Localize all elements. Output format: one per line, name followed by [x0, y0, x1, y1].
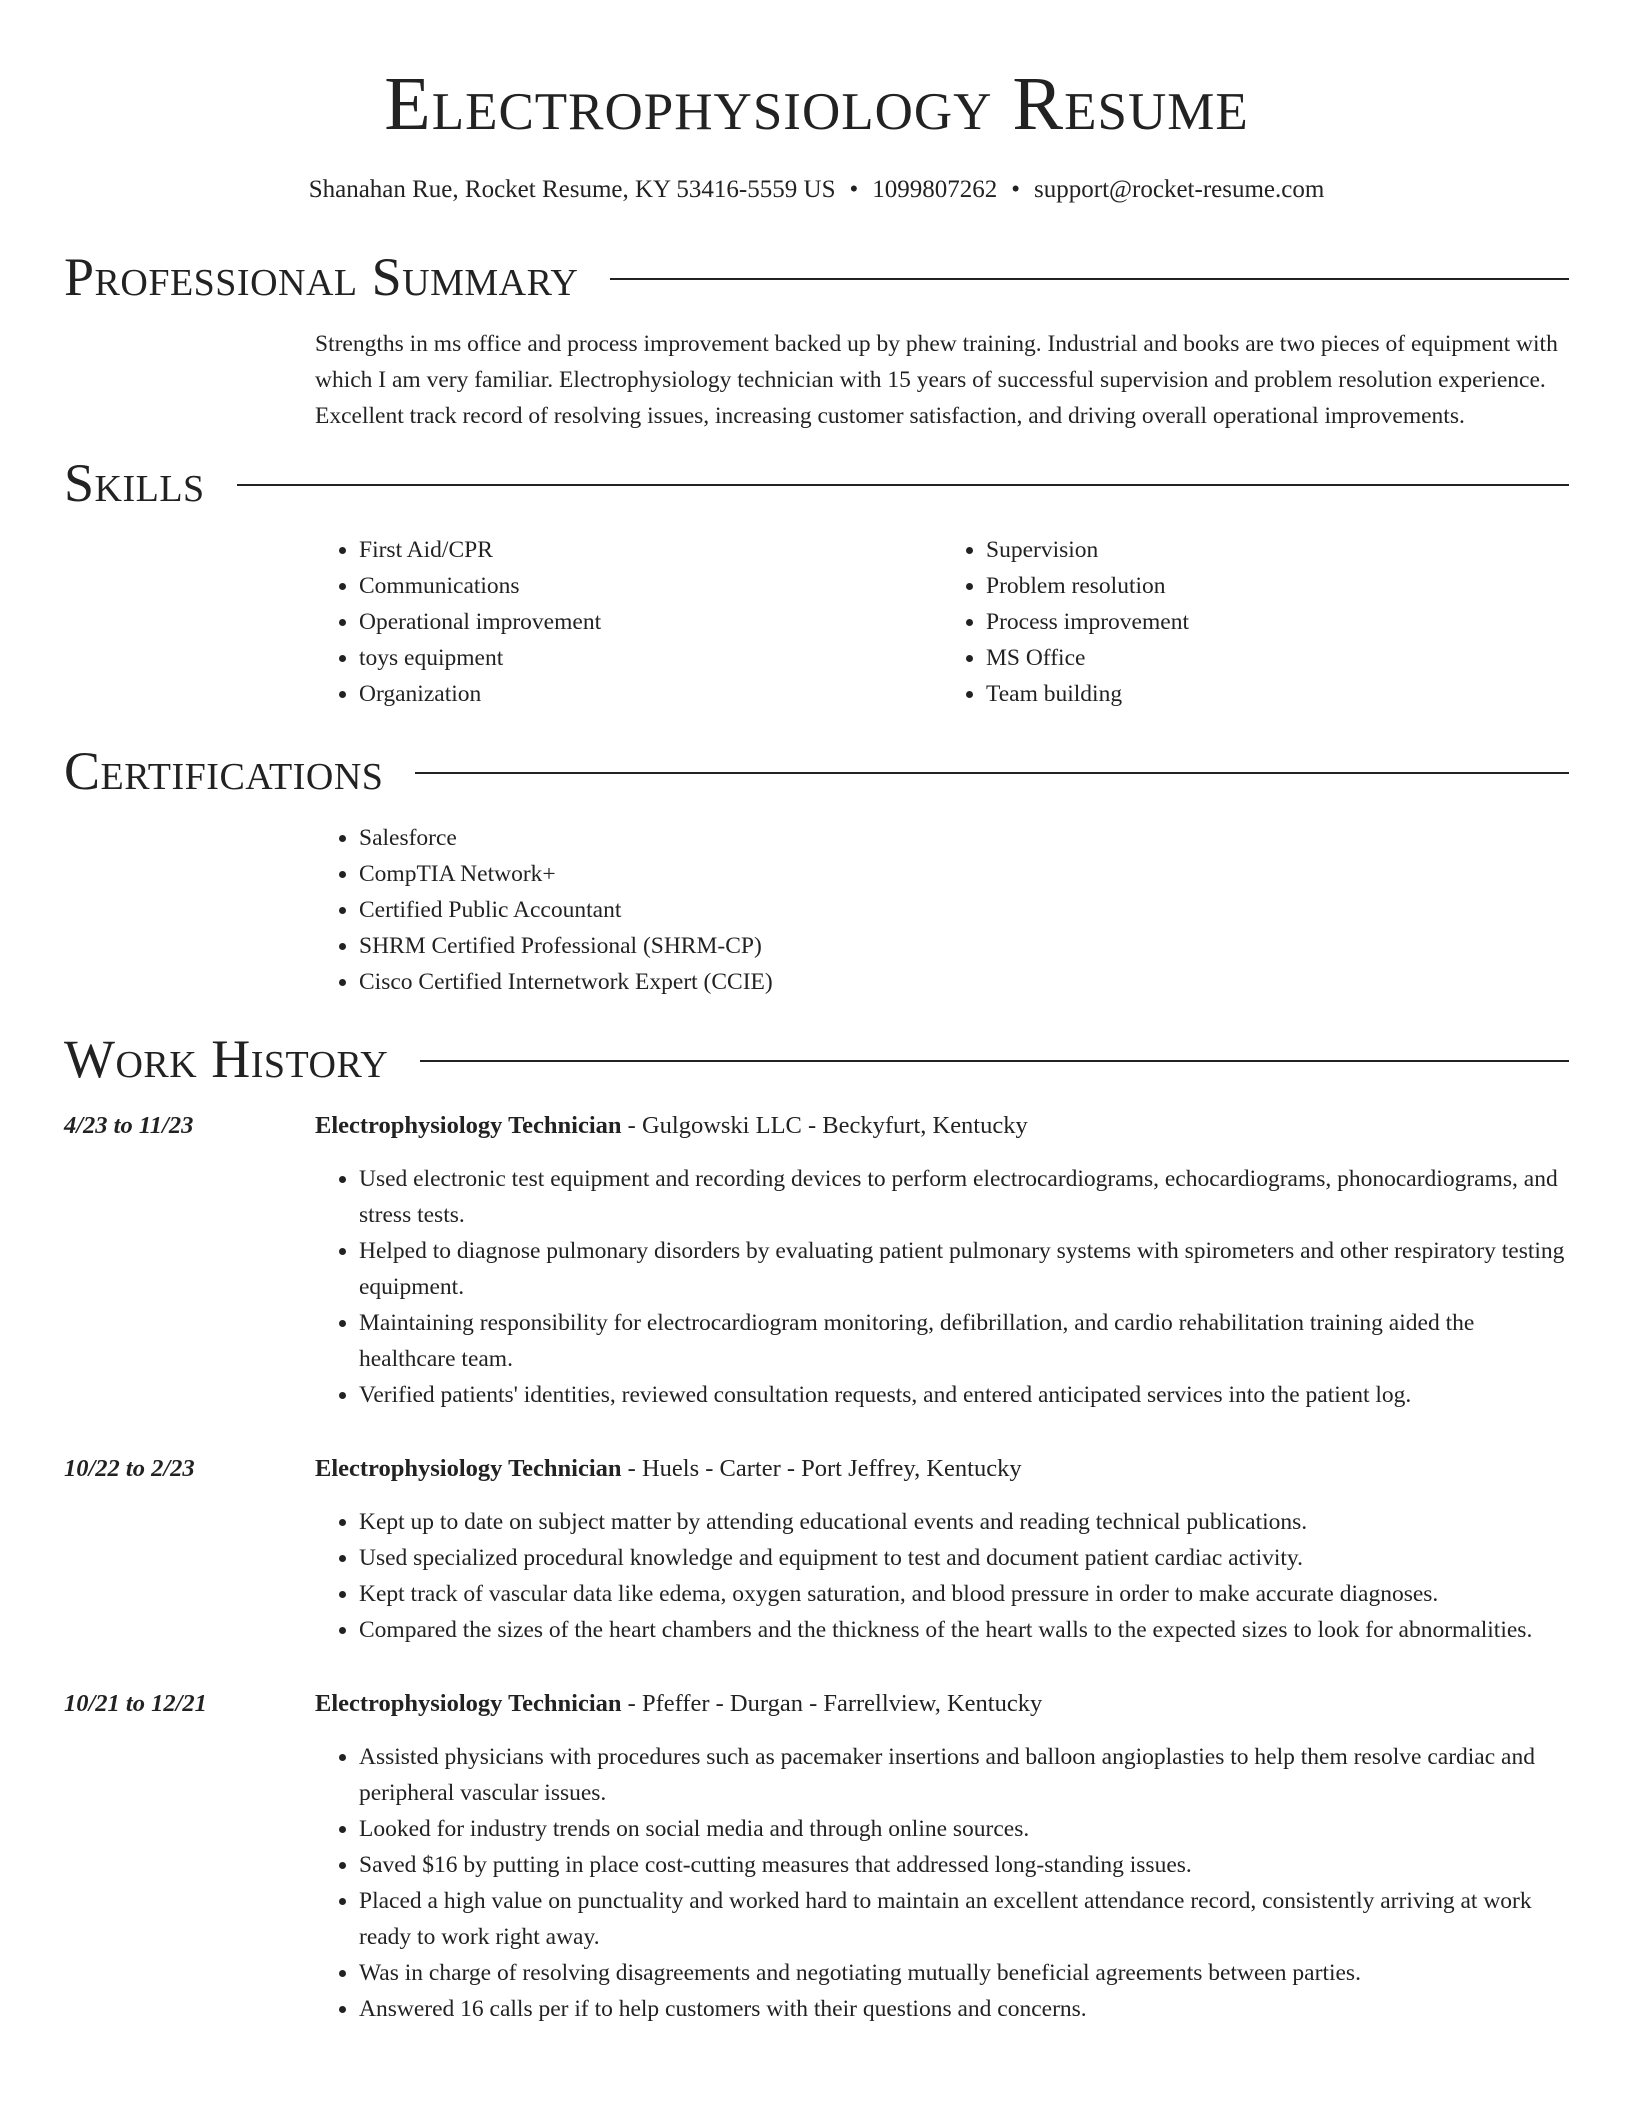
job-bullet-list: [315, 1739, 1569, 2027]
certification-item: • Cisco Certified Internetwork Expert (CCIE): [359, 964, 1569, 1000]
resume-page: [64, 58, 1569, 2027]
job-entry: [64, 1108, 1569, 1413]
job-bullets: [315, 1504, 1569, 1648]
job-dates: 10/21 to 12/21: [64, 1690, 207, 1717]
job-bullet: • Assisted physicians with procedures such as pacemaker insertions and balloon angioplasties to help them resolve cardiac and peripheral vascular issues.: [359, 1739, 1569, 1811]
job-bullet: • Looked for industry trends on social media and through online sources.: [359, 1811, 1569, 1847]
contact-separator: •: [849, 176, 859, 203]
job-header: [64, 1451, 1569, 1487]
section-header: [64, 742, 1569, 800]
section-heading-work-history: Work History: [64, 1029, 389, 1089]
job-bullet: • Was in charge of resolving disagreements and negotiating mutually beneficial agreements between parties.: [359, 1955, 1569, 1991]
skill-item: • Process improvement: [986, 604, 1569, 640]
job-title-line: [315, 1451, 1022, 1487]
job-employer: - Pfeffer - Durgan - Farrellview, Kentucky: [621, 1690, 1043, 1717]
contact-email[interactable]: support@rocket-resume.com: [1034, 176, 1325, 203]
job-bullet: • Kept up to date on subject matter by attending educational events and reading technical publications.: [359, 1504, 1569, 1540]
job-role: Electrophysiology Technician: [315, 1690, 622, 1717]
job-bullet: • Placed a high value on punctuality and worked hard to maintain an excellent attendance record, consistently arriving at work ready to work right away.: [359, 1883, 1569, 1955]
job-bullet: • Answered 16 calls per if to help customers with their questions and concerns.: [359, 1991, 1569, 2027]
job-bullet: • Kept track of vascular data like edema, oxygen saturation, and blood pressure in order to make accurate diagnoses.: [359, 1576, 1569, 1612]
skill-item: • MS Office: [986, 640, 1569, 676]
certification-item: • CompTIA Network+: [359, 856, 1569, 892]
section-heading-summary: Professional Summary: [64, 247, 579, 307]
job-title-line: [315, 1686, 1042, 1722]
skill-item: • Communications: [359, 568, 942, 604]
work-history-section: [64, 1030, 1569, 2027]
skills-list: [315, 532, 1569, 712]
section-header: [64, 454, 1569, 512]
skill-item: • Supervision: [986, 532, 1569, 568]
section-heading-certifications: Certifications: [64, 741, 384, 801]
contact-address: Shanahan Rue, Rocket Resume, KY 53416-5559 US: [308, 176, 836, 203]
contact-separator: •: [1011, 176, 1021, 203]
skill-item: • Organization: [359, 676, 942, 712]
skills-column-left: [315, 532, 942, 712]
skills-column-right: [942, 532, 1569, 712]
job-header: [64, 1686, 1569, 1722]
section-divider: [420, 1060, 1569, 1062]
job-bullets: [315, 1161, 1569, 1413]
job-title-line: [315, 1108, 1028, 1144]
section-heading-skills: Skills: [64, 453, 205, 513]
section-divider: [237, 484, 1569, 486]
job-bullet: • Compared the sizes of the heart chambers and the thickness of the heart walls to the expected sizes to look for abnormalities.: [359, 1612, 1569, 1648]
job-role: Electrophysiology Technician: [315, 1112, 622, 1139]
professional-summary-section: [64, 248, 1569, 434]
section-header: [64, 248, 1569, 306]
skill-item: • First Aid/CPR: [359, 532, 942, 568]
job-bullet: • Maintaining responsibility for electrocardiogram monitoring, defibrillation, and cardio rehabilitation training aided the healthcare team.: [359, 1305, 1569, 1377]
job-header: [64, 1108, 1569, 1144]
job-employer: - Huels - Carter - Port Jeffrey, Kentucky: [621, 1455, 1022, 1482]
certification-item: • Certified Public Accountant: [359, 892, 1569, 928]
certifications-list: [315, 820, 1569, 1000]
certification-item: • SHRM Certified Professional (SHRM-CP): [359, 928, 1569, 964]
job-bullet: • Used specialized procedural knowledge and equipment to test and document patient cardiac activity.: [359, 1540, 1569, 1576]
job-dates: 10/22 to 2/23: [64, 1455, 195, 1482]
certifications-bullets: [315, 820, 1569, 1000]
job-entry: [64, 1451, 1569, 1648]
section-header: [64, 1030, 1569, 1088]
job-bullets: [315, 1739, 1569, 2027]
section-divider: [610, 278, 1569, 280]
job-bullet: • Used electronic test equipment and recording devices to perform electrocardiograms, echocardiograms, phonocardiograms, and stress tests.: [359, 1161, 1569, 1233]
job-entry: [64, 1686, 1569, 2027]
job-bullet: • Verified patients' identities, reviewed consultation requests, and entered anticipated services into the patient log.: [359, 1377, 1569, 1413]
resume-title: Electrophysiology Resume: [384, 62, 1249, 146]
job-dates: 4/23 to 11/23: [64, 1112, 194, 1139]
contact-line: [64, 174, 1569, 206]
summary-text: Strengths in ms office and process improvement backed up by phew training. Industrial and books are two pieces of equipment with which I am very familiar. Electrophysiology technician with 15 years of successful supervision and problem resolution experience. Excellent track record of resolving issues, increasing customer satisfaction, and driving overall operational improvements.: [315, 331, 1558, 429]
skill-item: • Team building: [986, 676, 1569, 712]
section-divider: [415, 772, 1569, 774]
contact-phone: 1099807262: [872, 176, 998, 203]
job-bullet: • Helped to diagnose pulmonary disorders by evaluating patient pulmonary systems with spirometers and other respiratory testing equipment.: [359, 1233, 1569, 1305]
job-bullet-list: [315, 1504, 1569, 1648]
skill-item: • toys equipment: [359, 640, 942, 676]
job-bullet: • Saved $16 by putting in place cost-cutting measures that addressed long-standing issues.: [359, 1847, 1569, 1883]
skills-section: [64, 454, 1569, 712]
job-employer: - Gulgowski LLC - Beckyfurt, Kentucky: [621, 1112, 1028, 1139]
certification-item: • Salesforce: [359, 820, 1569, 856]
certifications-section: [64, 742, 1569, 1000]
skill-item: • Problem resolution: [986, 568, 1569, 604]
skill-item: • Operational improvement: [359, 604, 942, 640]
job-bullet-list: [315, 1161, 1569, 1413]
job-role: Electrophysiology Technician: [315, 1455, 622, 1482]
